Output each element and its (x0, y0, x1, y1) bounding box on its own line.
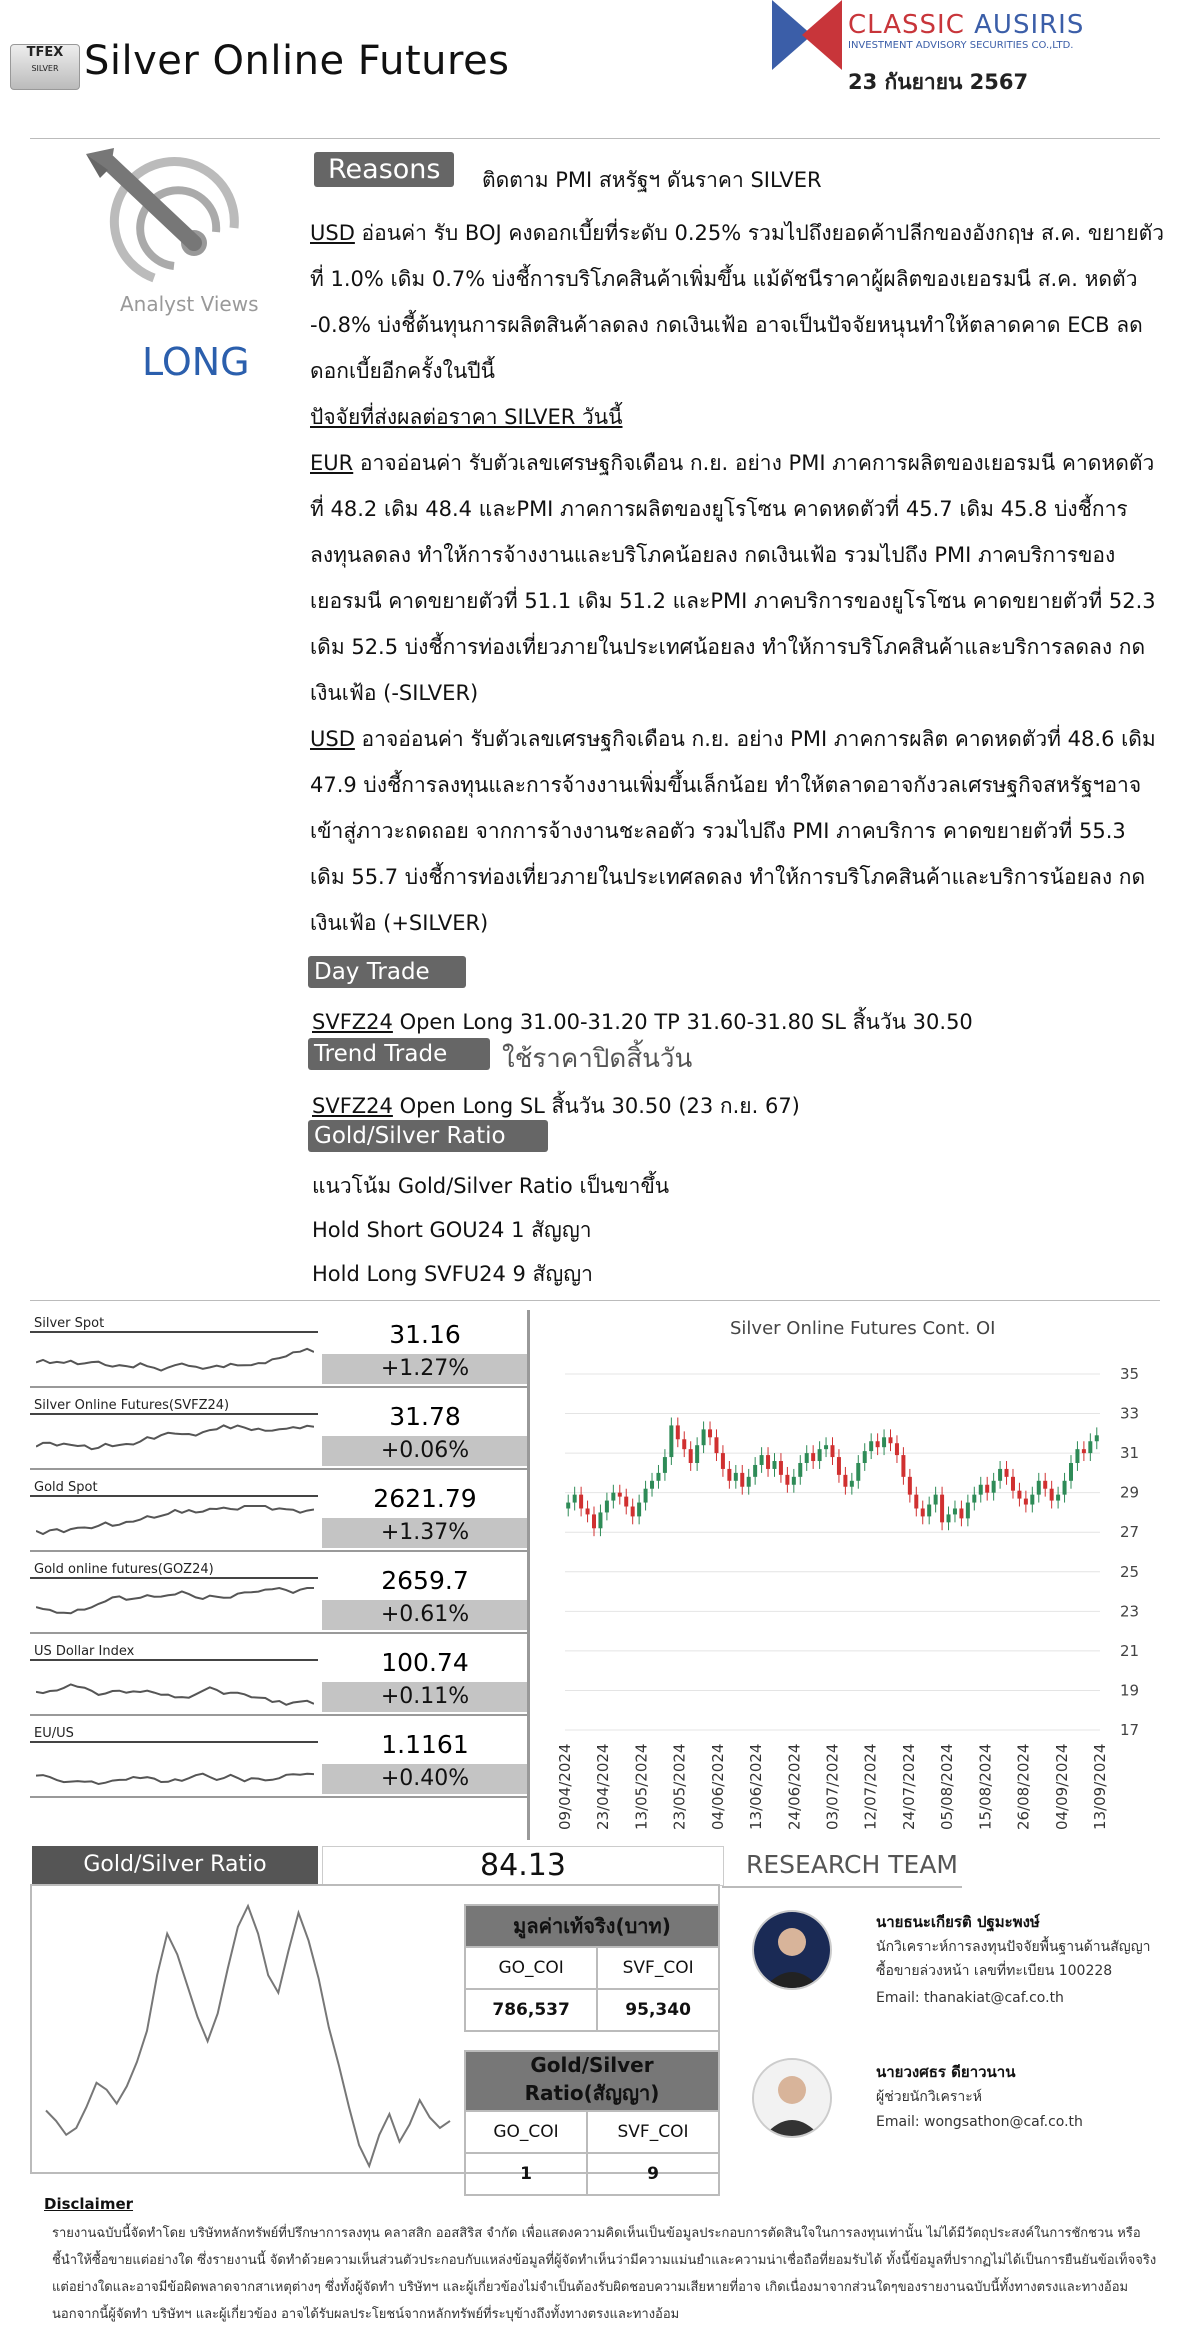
candle-body (772, 1461, 776, 1469)
candle-body (598, 1512, 602, 1528)
candle-body (1082, 1449, 1086, 1453)
x-tick-label: 13/09/2024 (1091, 1743, 1109, 1830)
reason-paragraph-2 (310, 440, 1165, 716)
candle-body (747, 1477, 751, 1487)
candle-body (669, 1425, 673, 1457)
brand-name (848, 10, 1084, 40)
tfex-logo-sub: SILVER (31, 64, 59, 73)
market-change: +1.37% (322, 1518, 528, 1548)
candle-body (1056, 1495, 1060, 1501)
ratio-label: Gold/Silver Ratio (32, 1846, 318, 1884)
person-role: ผู้ช่วยนักวิเคราะห์ (876, 2089, 982, 2105)
currency-label: EUR (310, 451, 354, 475)
person-name: นายวงศธร ดียาวนาน (876, 2063, 1016, 2081)
candle-body (876, 1441, 880, 1447)
candle-body (837, 1457, 841, 1475)
market-tile-border (30, 1386, 530, 1388)
market-spark-box (30, 1562, 318, 1634)
candle-body (579, 1495, 583, 1509)
oi-candlestick-chart (540, 1340, 1140, 1840)
classic-ausiris-logo-icon (772, 0, 842, 70)
market-label: Gold Spot (34, 1480, 98, 1495)
market-label: EU/US (34, 1726, 74, 1741)
candle-body (1069, 1463, 1073, 1481)
market-tile (30, 1480, 530, 1552)
candle-body (1088, 1441, 1092, 1453)
candle-body (753, 1465, 757, 1477)
y-tick-label: 27 (1120, 1523, 1140, 1542)
x-tick-label: 05/08/2024 (938, 1743, 957, 1830)
candle-body (663, 1457, 667, 1473)
candle-body (676, 1425, 680, 1439)
candle-body (624, 1497, 628, 1507)
candle-body (1037, 1481, 1041, 1495)
contract-ratio-col: GO_COI (465, 2111, 587, 2153)
candle-body (611, 1493, 615, 1501)
market-tile-border (30, 1714, 530, 1716)
contract-ratio-header: Gold/Silver Ratio(สัญญา) (465, 2051, 719, 2111)
x-tick-label: 26/08/2024 (1014, 1743, 1033, 1830)
y-tick-label: 19 (1120, 1681, 1140, 1700)
candle-body (908, 1477, 912, 1495)
contract-ratio-table (464, 2050, 720, 2196)
candle-body (573, 1495, 577, 1503)
x-tick-label: 12/07/2024 (861, 1743, 880, 1830)
market-label-bar (30, 1413, 318, 1415)
y-tick-label: 33 (1120, 1404, 1140, 1423)
market-tile-border (30, 1550, 530, 1552)
sparkline-path (36, 1588, 314, 1613)
candle-body (702, 1429, 706, 1445)
reason-paragraph-1 (310, 210, 1165, 394)
gs-ratio-tag: Gold/Silver Ratio (308, 1120, 548, 1152)
y-tick-label: 31 (1120, 1444, 1140, 1463)
trend-trade-note: ใช้ราคาปิดสิ้นวัน (502, 1044, 693, 1074)
candle-body (889, 1437, 893, 1443)
candle-body (927, 1505, 931, 1517)
reason-text: อาจอ่อนค่า รับตัวเลขเศรษฐกิจเดือน ก.ย. อย่าง PMI ภาคการผลิต คาดหดตัวที่ 48.6 เดิม 47.9 บ่งชี้การลงทุนและการจ้างงานเพิ่มขึ้นเล็กน้อย ทำให้ตลาดอาจกังวลเศรษฐกิจสหรัฐฯอาจเข้าสู่ภาวะถดถอย จากการจ้างงานชะลอตัว รวมไปถึง PMI ภาคบริการ คาดขยายตัวที่ 55.3 เดิม 55.7 บ่งชี้การท่องเที่ยวภายในประเทศลดลง ทำให้การบริโภคสินค้าและบริการน้อยลง กดเงินเฟ้อ (+SILVER) (310, 727, 1156, 935)
fair-value-table (464, 1904, 720, 2032)
person-avatar-icon (754, 2060, 830, 2136)
candle-body (631, 1507, 635, 1517)
sparkline-path (36, 1349, 314, 1371)
sparkline-path (36, 1684, 314, 1704)
candle-body (940, 1495, 944, 1523)
page-title: Silver Online Futures (84, 38, 510, 84)
sparkline-path (36, 1425, 314, 1449)
day-trade-tag: Day Trade (308, 956, 466, 988)
candle-body (805, 1453, 809, 1463)
candle-body (1095, 1435, 1099, 1441)
market-change: +0.11% (322, 1682, 528, 1712)
x-tick-label: 13/05/2024 (632, 1743, 651, 1830)
candle-body (656, 1473, 660, 1481)
factors-heading-text: ปัจจัยที่ส่งผลต่อราคา SILVER วันนี้ (310, 405, 623, 429)
market-change: +1.27% (322, 1354, 528, 1384)
market-tile-border (30, 1468, 530, 1470)
brand-name-2: AUSIRIS (974, 10, 1085, 40)
brand-name-1: CLASSIC (848, 10, 965, 40)
candle-body (1030, 1495, 1034, 1505)
candle-body (992, 1481, 996, 1493)
candle-body (824, 1445, 828, 1449)
person-email: Email: thanakiat@caf.co.th (876, 1990, 1064, 2006)
header-divider (30, 138, 1160, 139)
market-value: 31.78 (389, 1402, 461, 1431)
gs-ratio-line-3: Hold Long SVFU24 9 สัญญา (312, 1262, 593, 1286)
market-value: 31.16 (389, 1320, 461, 1349)
market-spark-box (30, 1398, 318, 1470)
tfex-logo-text: TFEX (26, 45, 64, 60)
reason-paragraph-3 (310, 716, 1165, 946)
candle-body (1017, 1491, 1021, 1499)
person-email: Email: wongsathon@caf.co.th (876, 2114, 1083, 2130)
candle-body (1024, 1499, 1028, 1505)
candle-body (1005, 1469, 1009, 1477)
candle-body (818, 1449, 822, 1461)
y-tick-label: 21 (1120, 1641, 1140, 1660)
contract-ratio-cell: 1 (465, 2153, 587, 2195)
candle-body (947, 1514, 951, 1522)
market-tile (30, 1562, 530, 1634)
market-label: Silver Online Futures(SVFZ24) (34, 1398, 230, 1413)
candle-body (811, 1453, 815, 1461)
market-tile-border (30, 1796, 530, 1798)
market-tile (30, 1644, 530, 1716)
disclaimer-text: รายงานฉบับนี้จัดทำโดย บริษัทหลักทรัพย์ที่ปรึกษาการลงทุน คลาสสิก ออสสิริส จำกัด เพื่อแสดงความคิดเห็นเป็นข้อมูลประกอบการตัดสินใจในการลงทุนเท่านั้น ไม่ได้มีวัตถุประสงค์ในการชักชวน หรือชี้นำให้ซื้อขายแต่อย่างใด ซึ่งรายงานนี้ จัดทำด้วยความเห็นส่วนตัวประกอบกับแหล่งข้อมูลที่ผู้จัดทำเห็นว่ามีความแม่นยำและความน่าเชื่อถือที่ยอมรับได้ ทั้งนี้ข้อมูลที่ปรากฏไม่ได้เป็นการยืนยันข้อเท็จจริงแต่อย่างใดและอาจมีข้อผิดพลาดจากสาเหตุต่างๆ ซึ่งทั้งผู้จัดทำ บริษัทฯ และผู้เกี่ยวข้องไม่จำเป็นต้องรับผิดชอบความเสียหายที่อาจ เกิดเนื่องมาจากส่วนใดๆของรายงานฉบับนี้ทั้งทางตรงและทางอ้อม นอกจากนี้ผู้จัดทำ บริษัทฯ และผู้เกี่ยวข้อง อาจได้รับผลประโยชน์จากหลักทรัพย์ที่ระบุข้างถึงทั้งทางตรงและทางอ้อม (52, 2226, 1157, 2322)
candle-body (785, 1475, 789, 1485)
ratio-value: 84.13 (322, 1846, 724, 1886)
market-spark-box (30, 1726, 318, 1798)
market-sparkline (36, 1416, 314, 1466)
market-label-bar (30, 1659, 318, 1661)
contract-ratio-col: SVF_COI (587, 2111, 719, 2153)
dart-target-icon (84, 148, 244, 288)
market-sparkline (36, 1498, 314, 1548)
candle-body (843, 1475, 847, 1487)
market-tile (30, 1316, 530, 1388)
candle-body (863, 1451, 867, 1463)
candle-body (650, 1481, 654, 1489)
candle-body (695, 1445, 699, 1463)
y-tick-label: 25 (1120, 1562, 1140, 1581)
candle-body (566, 1503, 570, 1509)
candle-body (792, 1477, 796, 1485)
person-role: ซื้อขายล่วงหน้า เลขที่ทะเบียน 100228 (876, 1963, 1113, 1979)
market-tile (30, 1726, 530, 1798)
market-spark-box (30, 1644, 318, 1716)
gs-ratio-line-2: Hold Short GOU24 1 สัญญา (312, 1218, 592, 1242)
candle-body (959, 1508, 963, 1518)
candle-body (721, 1453, 725, 1469)
candle-body (1011, 1477, 1015, 1491)
fair-value-header: มูลค่าเท้จริง(บาท) (465, 1905, 719, 1947)
market-sparkline (36, 1662, 314, 1712)
y-tick-label: 29 (1120, 1483, 1140, 1502)
market-tile-border (30, 1632, 530, 1634)
x-tick-label: 24/06/2024 (785, 1743, 804, 1830)
trend-trade-tag: Trend Trade (308, 1038, 490, 1070)
symbol: SVFZ24 (312, 1010, 393, 1034)
candle-body (714, 1437, 718, 1453)
market-label: Silver Spot (34, 1316, 105, 1331)
fair-value-cell: 95,340 (597, 1989, 719, 2031)
candle-body (972, 1495, 976, 1503)
candle-body (689, 1449, 693, 1463)
market-tile (30, 1398, 530, 1470)
market-sparkline (36, 1334, 314, 1384)
market-value: 2659.7 (381, 1566, 469, 1595)
x-tick-label: 03/07/2024 (823, 1743, 842, 1830)
trend-trade-line (312, 1090, 800, 1123)
reasons-headline: ติดตาม PMI สหรัฐฯ ดันราคา SILVER (482, 168, 822, 192)
research-team-title: RESEARCH TEAM (746, 1850, 958, 1879)
x-tick-label: 04/06/2024 (708, 1743, 727, 1830)
candle-body (586, 1508, 590, 1514)
candle-body (618, 1493, 622, 1497)
candle-body (740, 1473, 744, 1487)
market-value: 100.74 (381, 1648, 469, 1677)
reason-text: อ่อนค่า รับ BOJ คงดอกเบี้ยที่ระดับ 0.25% รวมไปถึงยอดค้าปลีกของอังกฤษ ส.ค. ขยายตัวที่ 1.0% เดิม 0.7% บ่งชี้การบริโภคสินค้าเพิ่มขึ้น แม้ดัชนีราคาผู้ผลิตของเยอรมนี ส.ค. หดตัว -0.8% บ่งชี้ต้นทุนการผลิตสินค้าลดลง กดเงินเฟ้อ อาจเป็นปัจจัยหนุนทำให้ตลาดคาด ECB ลดดอกเบี้ยอีกครั้งในปีนี้ (310, 221, 1165, 383)
candle-body (779, 1461, 783, 1475)
person-role: นักวิเคราะห์การลงทุนปัจจัยพื้นฐานด้านสัญญา (876, 1939, 1151, 1955)
section-divider (30, 1300, 1160, 1301)
candle-body (979, 1485, 983, 1495)
sparkline-path (36, 1506, 314, 1534)
candle-body (605, 1501, 609, 1513)
candle-body (644, 1489, 648, 1503)
x-tick-label: 13/06/2024 (747, 1743, 766, 1830)
market-label-bar (30, 1741, 318, 1743)
report-date: 23 กันยายน 2567 (848, 70, 1029, 94)
market-spark-box (30, 1316, 318, 1388)
contract-ratio-cell: 9 (587, 2153, 719, 2195)
candle-body (914, 1495, 918, 1509)
market-label: US Dollar Index (34, 1644, 135, 1659)
candle-body (637, 1503, 641, 1517)
x-tick-label: 15/08/2024 (976, 1743, 995, 1830)
gs-ratio-line-1: แนวโน้ม Gold/Silver Ratio เป็นขาขึ้น (312, 1174, 670, 1198)
day-trade-text: Open Long 31.00-31.20 TP 31.60-31.80 SL สิ้นวัน 30.50 (392, 1010, 973, 1034)
market-change: +0.61% (322, 1600, 528, 1630)
trend-trade-text: Open Long SL สิ้นวัน 30.50 (23 ก.ย. 67) (392, 1094, 800, 1118)
y-tick-label: 23 (1120, 1602, 1140, 1621)
analyst-views-label: Analyst Views (120, 292, 259, 316)
x-tick-label: 09/04/2024 (556, 1743, 574, 1830)
research-underline (722, 1886, 962, 1888)
candle-body (856, 1463, 860, 1481)
candle-body (831, 1445, 835, 1457)
fair-value-cell: 786,537 (465, 1989, 597, 2031)
market-label: Gold online futures(GOZ24) (34, 1562, 214, 1577)
candle-body (869, 1441, 873, 1451)
x-tick-label: 23/05/2024 (670, 1743, 689, 1830)
candle-body (934, 1495, 938, 1505)
y-tick-label: 35 (1120, 1365, 1140, 1383)
candle-body (966, 1503, 970, 1519)
candle-body (985, 1485, 989, 1493)
avatar (752, 2058, 832, 2138)
market-value: 1.1161 (381, 1730, 469, 1759)
brand-subtitle: INVESTMENT ADVISORY SECURITIES CO.,LTD. (848, 40, 1074, 51)
currency-label: USD (310, 727, 355, 751)
reason-text: อาจอ่อนค่า รับตัวเลขเศรษฐกิจเดือน ก.ย. อย่าง PMI ภาคการผลิตของเยอรมนี คาดหดตัวที่ 48.2 เดิม 48.4 และPMI ภาคการผลิตของยูโรโซน คาดหดตัวที่ 45.7 เดิม 45.8 บ่งชี้การลงทุนลดลง ทำให้การจ้างงานและบริโภคน้อยลง กดเงินเฟ้อ รวมไปถึง PMI ภาคบริการของเยอรมนี คาดขยายตัวที่ 51.1 เดิม 51.2 และPMI ภาคบริการของยูโรโซน คาดขยายตัวที่ 52.3 เดิม 52.5 บ่งชี้การท่องเที่ยวภายในประเทศน้อยลง ทำให้การบริโภคสินค้าและบริการลดลง กดเงินเฟ้อ (-SILVER) (310, 451, 1156, 705)
candle-body (901, 1455, 905, 1477)
market-sparkline (36, 1744, 314, 1794)
y-tick-label: 17 (1120, 1721, 1140, 1739)
candle-body (708, 1429, 712, 1437)
factors-heading (310, 394, 1165, 440)
market-sparkline (36, 1580, 314, 1630)
market-panel-divider (527, 1310, 530, 1840)
candle-body (850, 1481, 854, 1487)
candle-body (682, 1439, 686, 1449)
market-value: 2621.79 (373, 1484, 477, 1513)
candle-body (895, 1443, 899, 1455)
currency-label: USD (310, 221, 355, 245)
candle-body (921, 1508, 925, 1516)
sparkline-path (36, 1774, 314, 1784)
candle-body (1050, 1489, 1054, 1501)
fair-value-col: GO_COI (465, 1947, 597, 1989)
candle-body (760, 1455, 764, 1465)
candle-body (1043, 1481, 1047, 1489)
candle-body (592, 1514, 596, 1528)
market-label-bar (30, 1331, 318, 1333)
candle-body (798, 1463, 802, 1477)
reasons-tag: Reasons (314, 152, 454, 187)
candle-body (1075, 1449, 1079, 1463)
market-change: +0.40% (322, 1764, 528, 1794)
market-change: +0.06% (322, 1436, 528, 1466)
disclaimer-title: Disclaimer (44, 2195, 134, 2213)
person-avatar-icon (754, 1912, 830, 1988)
candle-body (766, 1455, 770, 1469)
avatar (752, 1910, 832, 1990)
candle-body (953, 1508, 957, 1514)
chart-title: Silver Online Futures Cont. OI (730, 1318, 996, 1339)
person-name: นายธนะเกียรติ ปฐมะพงษ์ (876, 1913, 1040, 1931)
x-tick-label: 04/09/2024 (1052, 1743, 1071, 1830)
fair-value-col: SVF_COI (597, 1947, 719, 1989)
candle-body (882, 1437, 886, 1447)
candle-body (998, 1469, 1002, 1481)
market-spark-box (30, 1480, 318, 1552)
tfex-logo (10, 44, 80, 90)
x-tick-label: 23/04/2024 (594, 1743, 613, 1830)
analyst-view: LONG (142, 340, 250, 384)
candle-body (1063, 1481, 1067, 1495)
candle-body (734, 1473, 738, 1481)
market-label-bar (30, 1577, 318, 1579)
x-tick-label: 24/07/2024 (899, 1743, 918, 1830)
symbol: SVFZ24 (312, 1094, 393, 1118)
candle-body (727, 1469, 731, 1481)
market-label-bar (30, 1495, 318, 1497)
day-trade-line (312, 1006, 973, 1039)
